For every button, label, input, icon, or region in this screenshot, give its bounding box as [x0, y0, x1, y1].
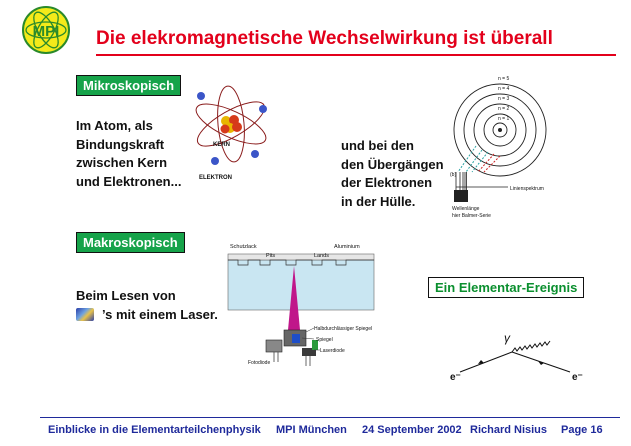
cd-description	[76, 287, 218, 324]
schutzlack-label: Schutzlack	[230, 244, 257, 250]
electron-dot	[251, 150, 259, 158]
linienspektrum-label: Linienspektrum	[510, 186, 544, 192]
level-label: n = 2	[498, 106, 510, 112]
spiegel-label: Spiegel	[316, 337, 333, 343]
atom-illustration	[185, 76, 280, 182]
electron-dot	[197, 92, 205, 100]
cd-reader-diagram	[226, 238, 376, 376]
incoming-electron-line	[460, 352, 512, 372]
mikroskopisch-label: Mikroskopisch	[76, 75, 181, 96]
atom-line: zwischen Kern	[76, 155, 168, 170]
lands-label: Lands	[314, 253, 329, 259]
balmer-serie-label: hier Balmer-Serie	[452, 213, 491, 219]
elektron-label: ELEKTRON	[199, 175, 232, 181]
transition-line: und bei den	[341, 138, 414, 153]
logo-text: MPI	[32, 23, 60, 40]
feynman-diagram	[448, 306, 598, 386]
atom-line: und Elektronen...	[76, 173, 182, 189]
nucleus	[221, 115, 243, 134]
gamma-label: γ	[504, 331, 510, 345]
footer-course: Einblicke in die Elementarteilchenphysik	[48, 424, 261, 436]
bohr-model-diagram	[448, 72, 558, 234]
makroskopisch-label: Makroskopisch	[76, 232, 185, 253]
pits-label: Pits	[266, 253, 276, 259]
title-underline	[96, 54, 616, 56]
electron-left-label: e⁻	[450, 372, 461, 383]
electron-right-label: e⁻	[572, 372, 583, 383]
transition-description	[341, 137, 444, 211]
cd-image-icon	[76, 308, 94, 321]
footer-author: Richard Nisius	[470, 424, 548, 436]
level-label: n = 4	[498, 86, 510, 92]
footer-place: MPI München	[276, 424, 347, 436]
cd-line: Beim Lesen von	[76, 288, 176, 303]
cd-line: ’s mit einem Laser.	[76, 306, 218, 325]
disc-layer	[228, 260, 374, 310]
electron-dot	[259, 105, 267, 113]
wellenlaenge-label: Wellenlänge	[452, 206, 480, 212]
transition-line: den Übergängen	[341, 156, 444, 172]
footer-divider	[40, 417, 620, 418]
ereignis-label: Ein Elementar-Ereignis	[428, 277, 584, 298]
mpi-logo	[20, 4, 72, 56]
transition-line: der Elektronen	[341, 175, 433, 190]
fotodiode-label: Fotodiode	[248, 360, 271, 366]
laserdiode-label: Laserdiode	[320, 348, 345, 354]
photon-line	[512, 341, 550, 352]
footer-date: 24 September 2002	[362, 424, 462, 436]
level-label: n = 1	[498, 116, 510, 122]
footer-page: Page 16	[561, 424, 603, 436]
atom-description	[76, 117, 181, 191]
b-label: (b)	[450, 172, 457, 178]
atom-line: Im Atom, als	[76, 118, 153, 133]
level-label: n = 3	[498, 96, 510, 102]
level-label: n = 5	[498, 76, 510, 82]
halbspiegel-label: Halbdurchlässiger Spiegel	[314, 326, 373, 332]
slide-title: Die elekromagnetische Wechselwirkung ist überall	[96, 28, 553, 49]
electron-dot	[211, 157, 219, 165]
atom-line: Bindungskraft	[76, 136, 165, 152]
kern-label: KERN	[213, 142, 231, 148]
transition-line: in der Hülle.	[341, 193, 416, 209]
aluminium-label: Aluminium	[334, 244, 360, 250]
